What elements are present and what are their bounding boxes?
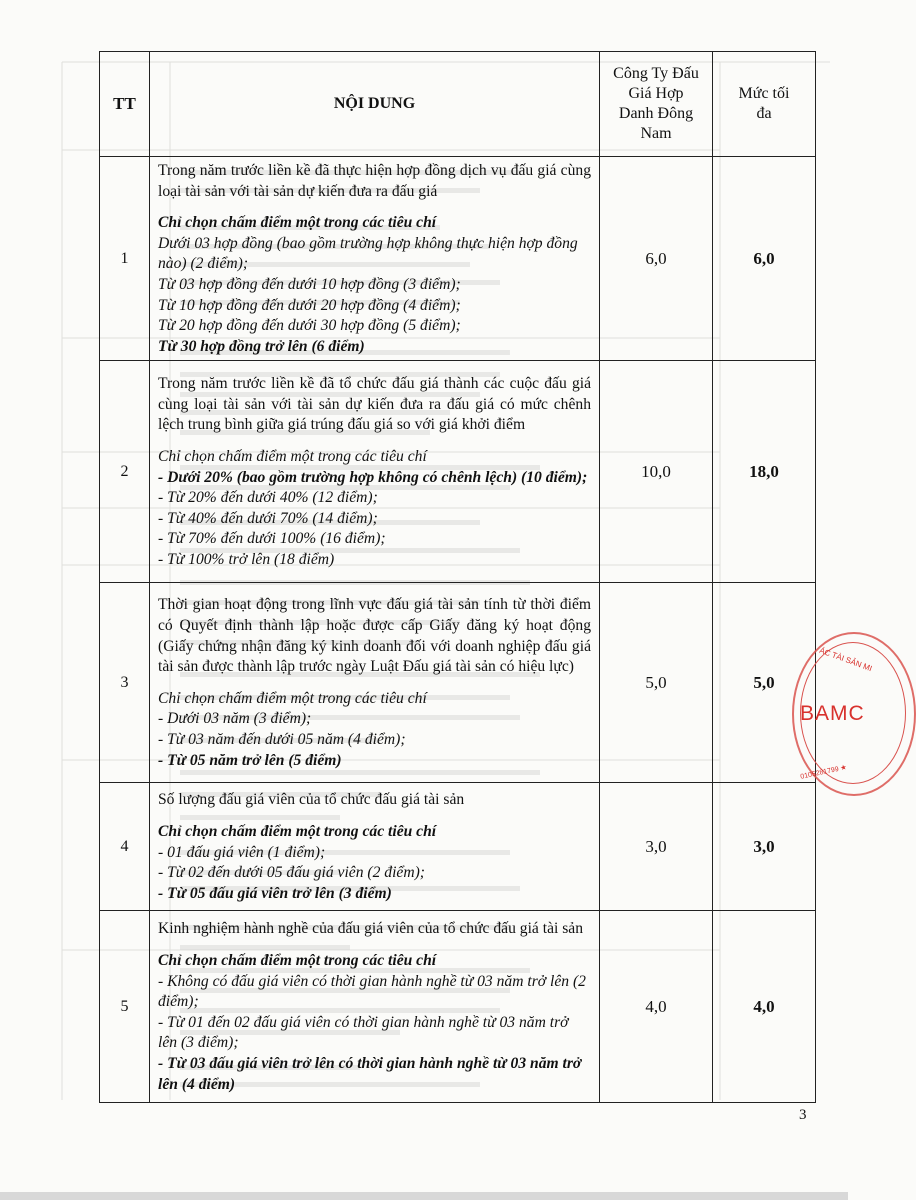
header-org-line: Nam	[640, 125, 672, 142]
scan-edge	[0, 1192, 848, 1200]
max-value: 4,0	[713, 911, 816, 1103]
criterion-option-selected: - Từ 03 đấu giá viên trở lên có thời gian hành nghề từ 03 năm trở lên (4 điểm)	[158, 1055, 582, 1093]
score-value: 10,0	[600, 361, 713, 583]
criterion-option: - Không có đấu giá viên có thời gian hành nghề từ 03 năm trở lên (2 điểm);	[158, 972, 586, 1011]
header-max-line: đa	[756, 105, 772, 122]
criteria-table	[99, 51, 816, 1103]
criterion-text: Kinh nghiệm hành nghề của đấu giá viên của tổ chức đấu giá tài sản	[158, 920, 584, 938]
table-row	[100, 361, 816, 583]
row-number: 2	[100, 361, 150, 583]
criterion-option: - Từ 70% đến dưới 100% (16 điểm);	[158, 530, 386, 548]
header-row	[100, 52, 816, 157]
row-number: 3	[100, 583, 150, 783]
header-max	[713, 52, 816, 157]
max-value: 6,0	[713, 157, 816, 361]
row-number: 1	[100, 157, 150, 361]
row-number: 5	[100, 911, 150, 1103]
score-value: 5,0	[600, 583, 713, 783]
criterion-option: - Từ 40% đến dưới 70% (14 điểm);	[158, 509, 378, 527]
max-value: 18,0	[713, 361, 816, 583]
seal-name: BAMC	[800, 702, 865, 725]
criterion-option: - 01 đấu giá viên (1 điểm);	[158, 843, 326, 861]
score-value: 3,0	[600, 783, 713, 911]
max-value: 5,0	[713, 583, 816, 783]
choose-instruction: Chỉ chọn chấm điểm một trong các tiêu chí	[158, 214, 437, 232]
criterion-option: - Dưới 03 năm (3 điểm);	[158, 710, 312, 728]
row-content	[150, 157, 600, 361]
header-org-line: Công Ty Đấu	[613, 65, 699, 82]
criterion-text: Trong năm trước liền kề đã thực hiện hợp đồng dịch vụ đấu giá cùng loại tài sản với tài sản dự kiến đưa ra đấu giá	[158, 162, 591, 200]
seal-top-text: ÁC TÀI SẢN MI	[818, 645, 874, 674]
criterion-option-selected: - Dưới 20% (bao gồm trường hợp không có chênh lệch) (10 điểm);	[158, 468, 588, 486]
header-content: NỘI DUNG	[150, 52, 600, 157]
criterion-option: - Từ 02 đến dưới 05 đấu giá viên (2 điểm);	[158, 864, 425, 882]
row-content	[150, 911, 600, 1103]
header-max-line: Mức tối	[738, 85, 790, 102]
criterion-text: Số lượng đấu giá viên của tổ chức đấu giá tài sản	[158, 791, 465, 809]
criterion-text: Thời gian hoạt động trong lĩnh vực đấu giá tài sản tính từ thời điểm có Quyết định thành lập hoặc được cấp Giấy đăng ký hoạt động (Giấy chứng nhận đăng ký kinh doanh đối với doanh nghiệp đấu giá tài sản được thành lập trước ngày Luật Đấu giá tài sản có hiệu lực)	[158, 596, 591, 676]
row-number: 4	[100, 783, 150, 911]
choose-instruction: Chỉ chọn chấm điểm một trong các tiêu chí	[158, 447, 427, 465]
table-row	[100, 157, 816, 361]
criterion-option: Từ 20 hợp đồng đến dưới 30 hợp đồng (5 điểm);	[158, 317, 461, 335]
score-value: 6,0	[600, 157, 713, 361]
criterion-option: - Từ 20% đến dưới 40% (12 điểm);	[158, 489, 378, 507]
criterion-text: Trong năm trước liền kề đã tổ chức đấu giá thành các cuộc đấu giá cùng loại tài sản với tài sản dự kiến đưa ra đấu giá có mức chênh lệch trung bình giữa giá trúng đấu giá so với giá khởi điểm	[158, 375, 591, 434]
choose-instruction: Chỉ chọn chấm điểm một trong các tiêu chí	[158, 689, 427, 707]
criterion-option: Dưới 03 hợp đồng (bao gồm trường hợp không thực hiện hợp đồng nào) (2 điểm);	[158, 234, 578, 273]
header-org-line: Giá Hợp	[628, 85, 684, 102]
choose-instruction: Chỉ chọn chấm điểm một trong các tiêu chí	[158, 822, 437, 840]
header-tt: TT	[100, 52, 150, 157]
table-row	[100, 911, 816, 1103]
header-organization	[600, 52, 713, 157]
criterion-option-selected: - Từ 05 năm trở lên (5 điểm)	[158, 751, 342, 769]
score-value: 4,0	[600, 911, 713, 1103]
seal-bottom-text: 0105281799 ★	[799, 764, 848, 781]
row-content	[150, 783, 600, 911]
row-content	[150, 583, 600, 783]
criterion-option: Từ 10 hợp đồng đến dưới 20 hợp đồng (4 điểm);	[158, 296, 461, 314]
criterion-option: - Từ 03 năm đến dưới 05 năm (4 điểm);	[158, 731, 406, 749]
criterion-option: - Từ 01 đến 02 đấu giá viên có thời gian hành nghề từ 03 năm trở lên (3 điểm);	[158, 1013, 569, 1052]
page-number: 3	[799, 1107, 807, 1123]
choose-instruction: Chỉ chọn chấm điểm một trong các tiêu chí	[158, 952, 437, 970]
header-org-line: Danh Đông	[618, 105, 694, 122]
criterion-option-selected: - Từ 05 đấu giá viên trở lên (3 điểm)	[158, 884, 392, 902]
row-content	[150, 361, 600, 583]
max-value: 3,0	[713, 783, 816, 911]
criterion-option-selected: Từ 30 hợp đồng trở lên (6 điểm)	[158, 337, 365, 355]
table-row	[100, 783, 816, 911]
table-row	[100, 583, 816, 783]
criterion-option: - Từ 100% trở lên (18 điểm)	[158, 550, 335, 568]
criterion-option: Từ 03 hợp đồng đến dưới 10 hợp đồng (3 điểm);	[158, 275, 461, 293]
